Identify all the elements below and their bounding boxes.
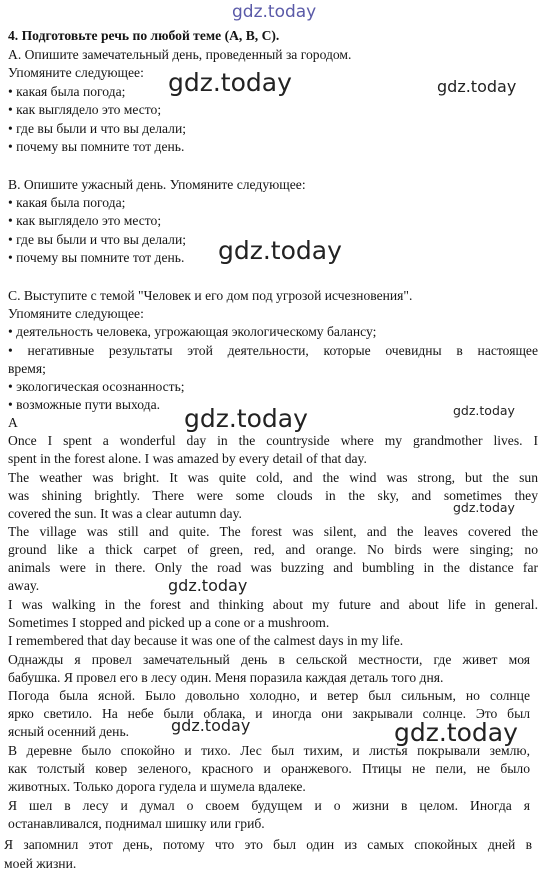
bullet-item: • деятельность человека, угрожающая экологическому балансу;	[8, 324, 377, 339]
task-c-title: C. Выступите с темой "Человек и его дом под угрозой исчезновения".	[8, 288, 413, 303]
paragraph-line: Однажды я провел замечательный день в сельской местности, где живет моя	[8, 652, 530, 667]
paragraph-line: was shining brightly. There were some clouds in the sky, and sometimes they	[8, 488, 538, 503]
watermark: gdz.today	[171, 716, 251, 735]
paragraph-line: Я шел в лесу и думал о своем будущем и о жизни в целом. Иногда я	[8, 798, 530, 813]
header-watermark: gdz.today	[232, 2, 317, 22]
paragraph-line: The village was still and quite. The forest was silent, and the leaves covered the	[8, 524, 538, 539]
paragraph-line: spent in the forest alone. I was amazed by every detail of that day.	[8, 451, 367, 466]
paragraph-line: The weather was bright. It was quite cold, and the wind was strong, but the sun	[8, 470, 538, 485]
watermark: gdz.today	[184, 404, 308, 433]
bullet-item: • какая была погода;	[8, 195, 126, 210]
bullet-item: • как выглядело это место;	[8, 213, 162, 228]
paragraph-line: I was walking in the forest and thinking about my future and about life in general.	[8, 597, 538, 612]
bullet-item: • почему вы помните тот день.	[8, 139, 185, 154]
paragraph-line: Once I spent a wonderful day in the countryside where my grandmother lives. I	[8, 433, 538, 448]
paragraph-line: животных. Только дорога гудела и шумела вдалеке.	[8, 779, 306, 794]
bullet-item: • где вы были и что вы делали;	[8, 121, 186, 136]
bullet-item: • как выглядело это место;	[8, 102, 162, 117]
watermark: gdz.today	[168, 576, 248, 595]
watermark: gdz.today	[453, 403, 515, 418]
watermark: gdz.today	[453, 500, 515, 515]
paragraph-line: В деревне было спокойно и тихо. Лес был тихим, и листья покрывали землю,	[8, 743, 530, 758]
watermark: gdz.today	[394, 718, 518, 747]
paragraph-line: бабушка. Я провел его в лесу один. Меня поразила каждая деталь того дня.	[8, 670, 444, 685]
paragraph-line: covered the sun. It was a clear autumn day.	[8, 506, 242, 521]
paragraph-line: Я запомнил этот день, потому что это был один из самых спокойных дней в	[4, 837, 532, 852]
paragraph-line: ground like a thick carpet of green, red, and orange. No birds were singing; no	[8, 542, 538, 557]
paragraph-line: ясный осенний день.	[8, 724, 130, 739]
task-a-title: A. Опишите замечательный день, проведенный за городом.	[8, 47, 352, 62]
paragraph-line: animals were in there. Only the road was buzzing and bumbling in the distance far	[8, 560, 538, 575]
bullet-item: • почему вы помните тот день.	[8, 250, 185, 265]
mention-label: Упомяните следующее:	[8, 306, 144, 321]
bullet-item-continued: время;	[8, 361, 46, 376]
watermark: gdz.today	[168, 68, 292, 97]
paragraph-line: away.	[8, 578, 40, 593]
paragraph-line: Погода была ясной. Было довольно холодно, и ветер был сильным, но солнце	[8, 688, 530, 703]
bullet-item: • где вы были и что вы делали;	[8, 232, 186, 247]
paragraph-line: ярко светило. На небе были облака, и иногда они закрывали солнце. Это был	[8, 706, 530, 721]
paragraph-line: I remembered that day because it was one of the calmest days in my life.	[8, 633, 404, 648]
paragraph-line: как толстый ковер зеленого, красного и оранжевого. Птицы не пели, не было	[8, 761, 530, 776]
paragraph-line: Sometimes I stopped and picked up a cone or a mushroom.	[8, 615, 330, 630]
bullet-item: • какая была погода;	[8, 84, 126, 99]
bullet-item: • возможные пути выхода.	[8, 397, 161, 412]
mention-label: Упомяните следующее:	[8, 65, 144, 80]
answer-label: A	[8, 415, 18, 430]
bullet-item: • негативные результаты этой деятельности, которые очевидны в настоящее	[8, 343, 538, 358]
paragraph-line: моей жизни.	[4, 856, 77, 871]
task-b-title: B. Опишите ужасный день. Упомяните следующее:	[8, 177, 306, 192]
paragraph-line: останавливался, поднимал шишку или гриб.	[8, 816, 265, 831]
watermark: gdz.today	[437, 77, 517, 96]
task-heading: 4. Подготовьте речь по любой теме (A, B, C).	[8, 28, 280, 43]
bullet-item: • экологическая осознанность;	[8, 379, 185, 394]
watermark: gdz.today	[218, 236, 342, 265]
